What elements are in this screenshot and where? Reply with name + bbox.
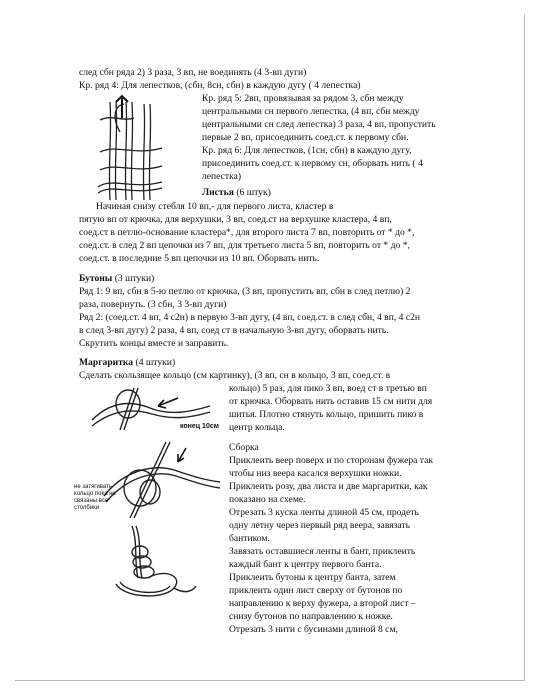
figure-note-line: кольцо пока не	[74, 491, 116, 497]
slip-ring-figure-1	[90, 382, 226, 438]
text-line: бантиком.	[229, 533, 270, 544]
text-line: первые 2 вп, присоединить соед.ст. к первому сбн.	[202, 132, 409, 143]
figure-label-end: конец 10см	[180, 423, 219, 430]
text-line: соед.ст. в след 2 вп цепочки из 7 вп, для третьего листа 5 вп, повторить от * до *,	[79, 240, 410, 251]
text-line: центральными сн след лепестка) 3 раза, 4 вп, пропустить	[202, 119, 436, 130]
buds-heading	[79, 272, 154, 285]
text-line: снизу бутонов по направлению к ножке.	[229, 611, 393, 622]
text-line: Кр. ряд 5: 2вп, провязывая за рядом 3, сбн между	[202, 93, 404, 104]
figure-note-line: столбики	[74, 505, 100, 511]
text-line: Приклеить бутоны к центру банта, затем	[229, 572, 396, 583]
text-line: центральными сн первого лепестка, (4 вп, сбн между	[202, 106, 420, 117]
text-line: Скрутить концы вместе и заправить.	[79, 338, 229, 349]
text-line: кольцо) 5 раз, для пико 3 вп, воед ст в третью вп	[229, 383, 427, 394]
stitch-diagram-figure	[92, 92, 170, 204]
buds-count: (3 штуки)	[112, 273, 155, 284]
leaves-count: (6 штук)	[233, 187, 271, 198]
text-line: от крючка. Оборвать нить оставив 15 см нити для	[229, 396, 433, 407]
slip-ring-figure-2	[74, 440, 224, 520]
daisy-heading	[79, 356, 175, 369]
text-line: соед.ст в петлю-основание кластера*, для второго листа 7 вп, повторить от * до *,	[79, 227, 415, 238]
buds-title: Бутоны	[79, 273, 113, 284]
text-line: раза, повернуть. (3 сбн, 3 3-вп дуги)	[79, 299, 227, 310]
text-line: Приклеить розу, два листа и две маргаритки, как	[229, 481, 428, 492]
text-line: показано на схеме.	[229, 494, 306, 505]
text-line: одну летну через первый ряд веера, завязать	[229, 520, 411, 531]
text-line: в след 3-вп дугу) 2 раза, 4 вп, соед ст в начальную 3-вп дугу, оборвать нить.	[79, 325, 389, 336]
text-line: след сбн ряда 2) 3 раза, 3 вп, не воединять (4 3-вп дуги)	[79, 67, 307, 78]
text-line: Завязать оставшиеся ленты в бант, приклеить	[229, 546, 416, 557]
text-line: Ряд 1: 9 вп, сбн в 5-ю петлю от крючка, (3 вп, пропустить вп, сбн в след петлю) 2	[79, 286, 411, 297]
text-line: Приклеить веер поверх и по сторонам фужера так	[229, 455, 434, 466]
text-line: приклеить один лист сверху от бутонов по	[229, 585, 403, 596]
figure-note-line: не затягивать	[74, 484, 113, 490]
assembly-title: Сборка	[229, 442, 259, 453]
daisy-count: (4 штуки)	[133, 357, 176, 368]
daisy-title: Маргаритка	[79, 357, 134, 368]
leaves-heading	[202, 186, 271, 199]
text-line: Кр. ряд 6: Для лепестков, (1сн, сбн) в каждую дугу,	[202, 145, 412, 156]
figure-note-line: связаны все	[74, 498, 109, 504]
text-line: соед.ст. в последние 5 вп цепочки из 10 вп. Оборвать нить.	[79, 253, 320, 264]
slip-ring-figure-3	[104, 522, 200, 602]
text-line: Отрезать 3 куска ленты длиной 45 см, продеть	[229, 507, 419, 518]
text-line: направлению к верху фужера, а второй лист –	[229, 598, 416, 609]
text-line: присоединить соед.ст. к первому сн, оборвать нить ( 4	[202, 158, 423, 169]
text-line: шитья. Плотно стянуть кольцо, пришить пико в	[229, 409, 424, 420]
text-line: центр кольца.	[229, 422, 285, 433]
text-line: Сделать скользящее кольцо (см картинку), (3 вп, сн в кольцо, 3 вп, соед.ст. в	[79, 370, 391, 381]
text-line: лепестка)	[202, 171, 242, 182]
text-line: пятую вп от крючка, для верхушки, 3 вп, соед.ст на верхушке кластера, 4 вп,	[79, 214, 392, 225]
text-line: Отрезать 3 нити с бусинами длиной 8 см,	[229, 624, 398, 635]
text-line: Ряд 2: (соед.ст. 4 вп, 4 с2н) в первую 3-вп дугу, (4 вп, соед.ст. в след сбн, 4 вп, 4 с2н	[79, 312, 421, 323]
leaves-title: Листья	[202, 187, 234, 198]
text-line: Начиная снизу стебля 10 вп,- для первого листа, кластер в	[96, 201, 334, 212]
text-line: чтобы низ веера касался верхушки ножки.	[229, 468, 402, 479]
text-line: Кр. ряд 4: Для лепестков, (сбн, 8сн, сбн) в каждую дугу ( 4 лепестка)	[79, 80, 361, 91]
text-line: каждый бант к центру первого банта.	[229, 559, 382, 570]
